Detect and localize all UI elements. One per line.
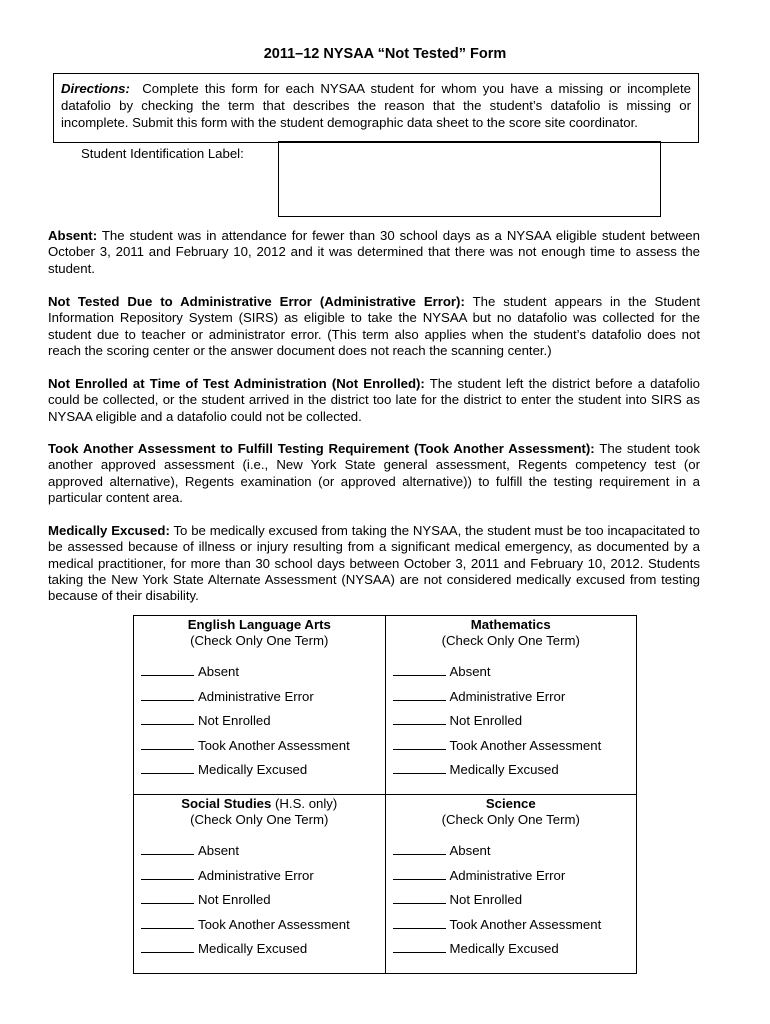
directions-label: Directions:: [61, 81, 130, 96]
option-administrative-error[interactable]: [393, 688, 637, 713]
option-label: Took Another Assessment: [198, 737, 350, 753]
check-blank[interactable]: [393, 737, 446, 750]
option-label: Took Another Assessment: [449, 916, 602, 932]
subject-name: Mathematics: [470, 617, 551, 632]
option-label: Medically Excused: [449, 762, 559, 778]
check-blank[interactable]: [393, 712, 446, 725]
definition-took-another-assessment: [48, 441, 700, 506]
check-blank[interactable]: [141, 842, 194, 855]
subject-name: English Language Arts: [187, 617, 331, 632]
check-blank[interactable]: [393, 916, 446, 929]
option-label: Medically Excused: [198, 941, 308, 957]
option-label: Administrative Error: [449, 688, 566, 704]
definition-term: Absent:: [48, 228, 98, 243]
option-absent[interactable]: [393, 663, 637, 688]
definition-term: Not Tested Due to Administrative Error (Administrative Error):: [48, 294, 465, 309]
option-medically-excused[interactable]: [141, 761, 385, 786]
option-label: Absent: [449, 842, 491, 858]
definition-medically-excused: [48, 523, 700, 604]
check-blank[interactable]: [141, 891, 194, 904]
subject-cell-science: [385, 794, 637, 973]
subject-instruction: (Check Only One Term): [441, 811, 580, 827]
subject-name: Social Studies: [181, 795, 272, 811]
option-absent[interactable]: [141, 842, 385, 867]
subject-cell-math: [385, 616, 637, 795]
option-label: Not Enrolled: [198, 892, 271, 908]
option-label: Administrative Error: [198, 688, 314, 704]
definition-not-enrolled: [48, 376, 700, 425]
check-blank[interactable]: [141, 761, 194, 774]
subject-note: (H.S. only): [271, 795, 338, 811]
option-label: Not Enrolled: [449, 892, 523, 908]
option-medically-excused[interactable]: [393, 940, 637, 965]
option-label: Took Another Assessment: [198, 916, 350, 932]
check-blank[interactable]: [141, 916, 194, 929]
option-took-another-assessment[interactable]: [393, 737, 637, 762]
student-id-label-box[interactable]: [278, 141, 661, 217]
check-blank[interactable]: [141, 663, 194, 676]
form-title: 2011–12 NYSAA “Not Tested” Form: [263, 46, 507, 62]
option-medically-excused[interactable]: [141, 940, 385, 965]
check-blank[interactable]: [393, 688, 446, 701]
definition-term: Medically Excused:: [48, 523, 170, 538]
option-administrative-error[interactable]: [141, 688, 385, 713]
subject-instruction: (Check Only One Term): [190, 811, 329, 827]
definition-text: The student left the district before a datafolio could be collected, or the student arrived in the district too late for the district to enter the student into SIRS as NYSAA eligible and a datafolio could not be collected.: [48, 376, 700, 424]
student-id-label: Student Identification Label:: [81, 146, 244, 161]
option-label: Absent: [198, 664, 240, 679]
subject-cell-ela: [134, 616, 386, 795]
option-label: Administrative Error: [198, 867, 314, 883]
option-not-enrolled[interactable]: [393, 891, 637, 916]
option-not-enrolled[interactable]: [141, 891, 385, 916]
option-label: Medically Excused: [198, 762, 308, 778]
subject-instruction: (Check Only One Term): [441, 633, 580, 648]
definition-text: The student was in attendance for fewer than 30 school days as a NYSAA eligible student between October 3, 2011 and February 10, 2012 and it was determined that there was not enough time to assess the student.: [48, 228, 700, 276]
check-blank[interactable]: [141, 940, 194, 953]
option-label: Medically Excused: [449, 941, 559, 957]
definition-text: The student appears in the Student Information Repository System (SIRS) as eligible to take the NYSAA but no datafolio was collected for the student due to teacher or administrator error. (This term also applies when the student’s datafolio does not reach the scoring center or the answer document does not reach the scanning center.): [48, 294, 700, 358]
option-not-enrolled[interactable]: [393, 712, 637, 737]
check-blank[interactable]: [141, 867, 194, 880]
option-took-another-assessment[interactable]: [141, 737, 385, 762]
check-blank[interactable]: [393, 940, 446, 953]
check-blank[interactable]: [393, 891, 446, 904]
check-blank[interactable]: [393, 761, 446, 774]
definition-administrative-error: [48, 294, 700, 359]
option-medically-excused[interactable]: [393, 761, 637, 786]
option-label: Took Another Assessment: [449, 737, 602, 753]
option-label: Absent: [198, 842, 240, 858]
definition-text: To be medically excused from taking the NYSAA, the student must be too incapacitated to be assessed because of illness or injury resulting from a significant medical emergency, as documented by a medical practitioner, for more than 30 school days between October 3, 2011 and February 10, 2012. Students taking the New York State Alternate Assessment (NYSAA) are not considered medically excused from testing because of their disability.: [48, 523, 700, 604]
directions-text: Complete this form for each NYSAA student for whom you have a missing or incomplete datafolio by checking the term that describes the reason that the student’s datafolio is missing or incomplete. Submit this form with the student demographic data sheet to the score site coordinator.: [61, 81, 691, 130]
definition-absent: [48, 228, 700, 277]
option-took-another-assessment[interactable]: [141, 916, 385, 941]
subject-terms-table: [133, 615, 637, 974]
check-blank[interactable]: [141, 688, 194, 701]
subject-instruction: (Check Only One Term): [190, 633, 329, 648]
option-label: Administrative Error: [449, 867, 566, 883]
check-blank[interactable]: [141, 712, 194, 725]
definition-term: Took Another Assessment to Fulfill Testing Requirement (Took Another Assessment):: [48, 441, 595, 456]
option-administrative-error[interactable]: [393, 867, 637, 892]
option-label: Not Enrolled: [449, 713, 523, 729]
option-label: Absent: [449, 664, 491, 679]
check-blank[interactable]: [141, 737, 194, 750]
option-absent[interactable]: [141, 663, 385, 688]
option-administrative-error[interactable]: [141, 867, 385, 892]
check-blank[interactable]: [393, 867, 446, 880]
option-label: Not Enrolled: [198, 713, 271, 729]
definition-term: Not Enrolled at Time of Test Administration (Not Enrolled):: [48, 376, 425, 391]
check-blank[interactable]: [393, 842, 446, 855]
directions-box: [53, 73, 699, 143]
option-not-enrolled[interactable]: [141, 712, 385, 737]
option-absent[interactable]: [393, 842, 637, 867]
check-blank[interactable]: [393, 663, 446, 676]
definition-text: The student took another approved assessment (i.e., New York State general assessment, Regents competency test (or approved alternative), Regents examination (or approved alternative)) to fulfill the testing requirement in a particular content area.: [48, 441, 700, 505]
subject-cell-social-studies: [134, 794, 386, 973]
option-took-another-assessment[interactable]: [393, 916, 637, 941]
subject-name: Science: [485, 795, 536, 811]
